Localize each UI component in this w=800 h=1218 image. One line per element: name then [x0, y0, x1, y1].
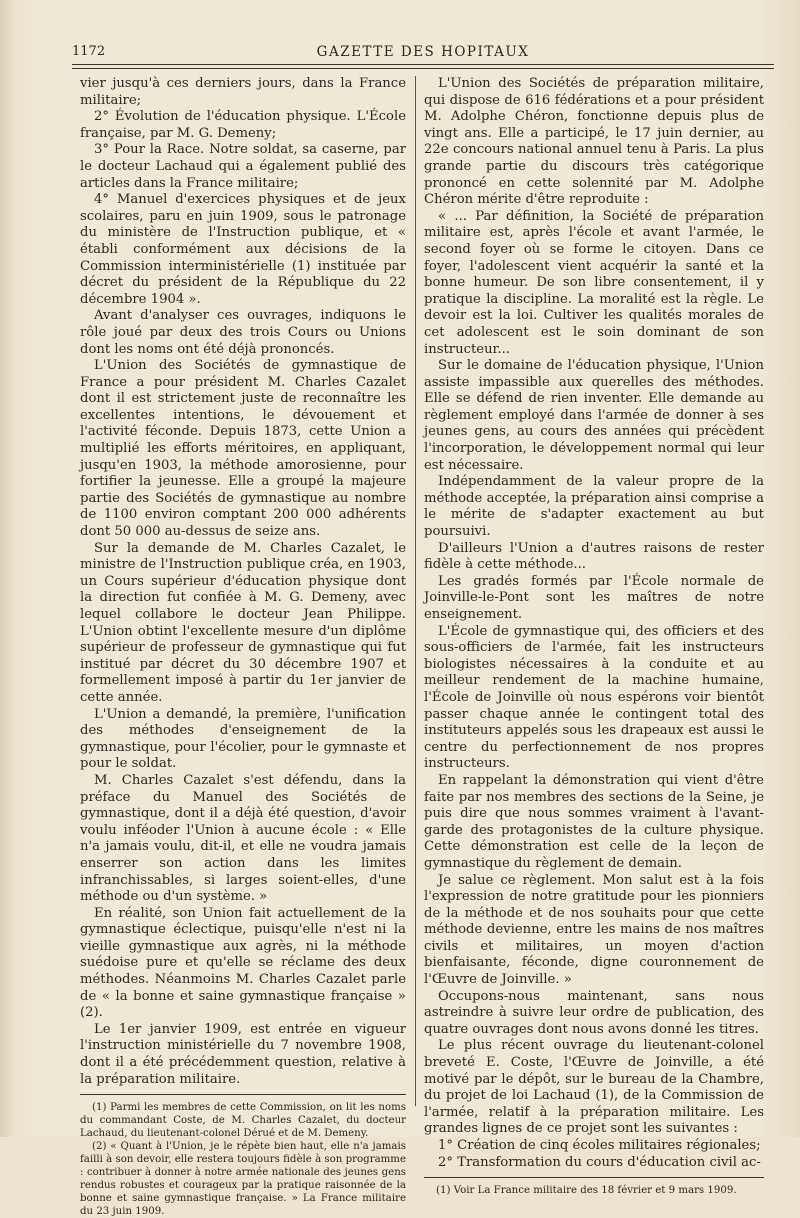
paragraph: vier jusqu'à ces derniers jours, dans la France militaire; [80, 76, 406, 108]
paragraph: 4° Manuel d'exercices physiques et de jeux scolaires, paru en juin 1909, sous le patronage du ministère de l'Instruction publique, et « établi conformément aux décisions de la Commission interministérielle (1) instituée par décret du président de la République du 22 décembre 1904 ». [80, 192, 406, 307]
paragraph: Le plus récent ouvrage du lieutenant-colonel breveté E. Coste, l'Œuvre de Joinville, a été motivé par le dépôt, sur le bureau de la Chambre, du projet de loi Lachaud (1), de la Commission de l'armée, relatif à la préparation militaire. Les grandes lignes de ce projet sont les suivantes : [424, 1038, 764, 1137]
left-column [80, 76, 406, 1218]
paragraph: M. Charles Cazalet s'est défendu, dans la préface du Manuel des Sociétés de gymnastique, dont il a déjà été question, d'avoir voulu inféoder l'Union à aucune école : « Elle n'a jamais voulu, dit-il, et elle ne voudra jamais enserrer son action dans les limites infranchissables, si larges soient-elles, d'une méthode ou d'un système. » [80, 772, 406, 905]
footnote-rule [424, 1177, 764, 1178]
header-rule-thin [72, 68, 774, 69]
paragraph: 3° Pour la Race. Notre soldat, sa caserne, par le docteur Lachaud qui a également publié des articles dans la France militaire; [80, 142, 406, 191]
paragraph: 2° Évolution de l'éducation physique. L'École française, par M. G. Demeny; [80, 109, 406, 141]
page-number: 1172 [72, 44, 106, 59]
paragraph: Les gradés formés par l'École normale de Joinville-le-Pont sont les maîtres de notre enseignement. [424, 573, 764, 622]
paragraph: En rappelant la démonstration qui vient d'être faite par nos membres des sections de la Seine, je puis dire que nous sommes vraiment à l'avant-garde des protagonistes de la culture physique. Cette démonstration est celle de la leçon de gymnastique du règlement de demain. [424, 772, 764, 871]
footnote: (1) Parmi les membres de cette Commission, on lit les noms du commandant Coste, de M. Charles Cazalet, du docteur Lachaud, du lieutenant-colonel Dérué et de M. Demeny. [80, 1102, 406, 1140]
paragraph: 1° Création de cinq écoles militaires régionales; [438, 1138, 761, 1153]
paragraph: D'ailleurs l'Union a d'autres raisons de rester fidèle à cette méthode... [424, 540, 764, 573]
paragraph: Je salue ce règlement. Mon salut est à la fois l'expression de notre gratitude pour les pionniers de la méthode et de nos souhaits pour que cette méthode devienne, entre les mains de nos maîtres civils et militaires, un moyen d'action bienfaisante, féconde, digne couronnement de l'Œuvre de Joinville. » [424, 872, 764, 988]
footnote-rule [80, 1094, 406, 1095]
paragraph: Sur le domaine de l'éducation physique, l'Union assiste impassible aux querelles des méthodes. Elle se défend de rien inventer. Elle demande au règlement employé dans l'armée de donner à ses jeunes gens, au cours des années qui précèdent l'incorporation, le développement normal qui leur est nécessaire. [424, 358, 764, 473]
footnote: (2) « Quant à l'Union, je le répète bien haut, elle n'a jamais failli à son devoir, elle restera toujours fidèle à son programme : contribuer à donner à notre armée nationale des jeunes gens rendus robustes et courageux par la pratique raisonnée de la bonne et saine gymnastique française. » La France militaire du 23 juin 1909. [80, 1141, 406, 1218]
paragraph: 2° Transformation du cours d'éducation civil ac- [438, 1154, 761, 1170]
paragraph: L'École de gymnastique qui, des officiers et des sous-officiers de l'armée, fait les instructeurs biologistes nécessaires à la conduite et au meilleur rendement de la machine humaine, l'École de Joinville où nous espérons voir bientôt passer chaque année le contingent total des instituteurs appelés sous les drapeaux est aussi le centre du perfectionnement de nos propres instructeurs. [424, 623, 764, 772]
page-header [72, 40, 774, 66]
paragraph: L'Union des Sociétés de gymnastique de France a pour président M. Charles Cazalet dont il est strictement juste de reconnaître les excellentes intentions, le dévouement et l'activité féconde. Depuis 1873, cette Union a multiplié les efforts méritoires, en appliquant, jusqu'en 1903, la méthode amorosienne, pour fortifier la jeunesse. Elle a groupé la majeure partie des Sociétés de gymnastique au nombre de 1100 environ comptant 200 000 adhérents dont 50 000 au-dessus de seize ans. [80, 358, 406, 540]
column-divider [415, 76, 416, 1106]
footnote: (1) Voir La France militaire des 18 février et 9 mars 1909. [436, 1185, 737, 1197]
paragraph: L'Union des Sociétés de préparation militaire, qui dispose de 616 fédérations et a pour président M. Adolphe Chéron, fonctionne depuis plus de vingt ans. Elle a participé, le 17 juin dernier, au 22e concours national annuel tenu à Paris. La plus grande partie du discours très catégorique prononcé en cette solennité par M. Adolphe Chéron mérite d'être reproduite : [424, 76, 764, 208]
journal-title: GAZETTE DES HOPITAUX [316, 44, 530, 60]
paragraph: « ... Par définition, la Société de préparation militaire est, après l'école et avant l'armée, le second foyer où se forme le citoyen. Dans ce foyer, l'adolescent vient acquérir la santé et la bonne humeur. De son libre consentement, il y pratique la discipline. La moralité est la règle. Le devoir est la loi. Cultiver les qualités morales de cet adolescent est le soin dominant de son instructeur... [424, 208, 764, 357]
paragraph: Indépendamment de la valeur propre de la méthode acceptée, la préparation ainsi comprise a le mérite de s'adapter exactement au but poursuivi. [424, 474, 764, 540]
paragraph: L'Union a demandé, la première, l'unification des méthodes d'enseignement de la gymnastique, pour l'écolier, pour le gymnaste et pour le soldat. [80, 706, 406, 772]
right-column [424, 76, 764, 1197]
paragraph: Sur la demande de M. Charles Cazalet, le ministre de l'Instruction publique créa, en 1903, un Cours supérieur d'éducation physique dont la direction fut confiée à M. G. Demeny, avec lequel collabore le docteur Jean Philippe. L'Union obtint l'excellente mesure d'un diplôme supérieur de professeur de gymnastique qui fut institué par décret du 30 décembre 1907 et formellement imposé à partir du 1er janvier de cette année. [80, 540, 406, 705]
paragraph: Le 1er janvier 1909, est entrée en vigueur l'instruction ministérielle du 7 novembre 1908, dont il a été précédemment question, relative à la préparation militaire. [80, 1021, 406, 1087]
paragraph: En réalité, son Union fait actuellement de la gymnastique éclectique, puisqu'elle n'est ni la vieille gymnastique aux agrès, ni la méthode suédoise pure et qu'elle se réclame des deux méthodes. Néanmoins M. Charles Cazalet parle de « la bonne et saine gymnastique française » (2). [80, 905, 406, 1021]
paragraph: Occupons-nous maintenant, sans nous astreindre à suivre leur ordre de publication, des quatre ouvrages dont nous avons donné les titres. [424, 988, 764, 1037]
paragraph: Avant d'analyser ces ouvrages, indiquons le rôle joué par deux des trois Cours ou Unions dont les noms ont été déjà prononcés. [80, 308, 406, 357]
header-rule-thick [72, 64, 774, 65]
